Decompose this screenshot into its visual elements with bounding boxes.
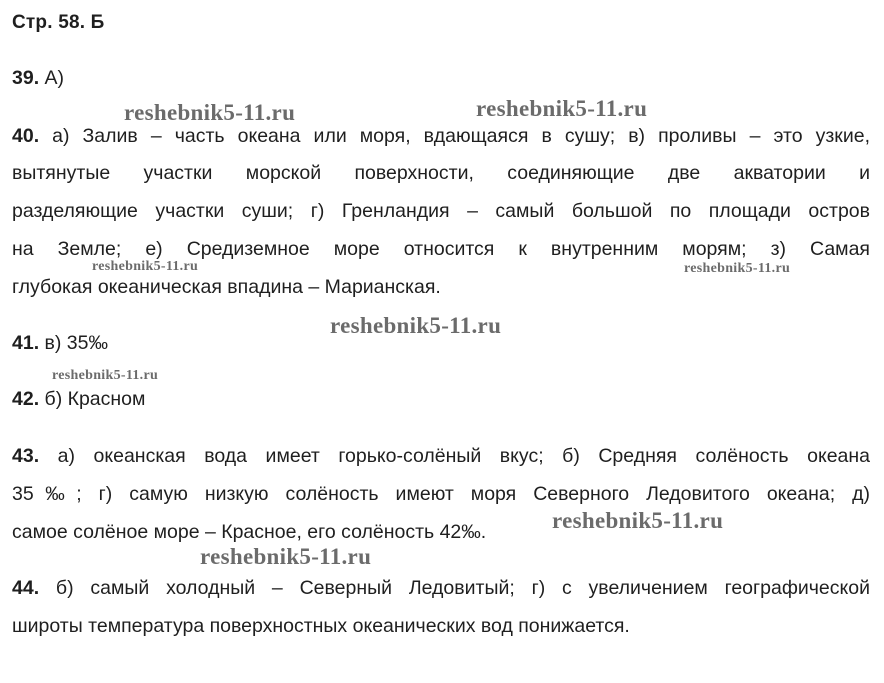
watermark: reshebnik5-11.ru bbox=[552, 508, 724, 533]
answer-43-line-2: 35‰; г) самую низкую солёность имеют моря Северного Ледовитого океана; д) bbox=[12, 483, 870, 505]
watermark: reshebnik5-11.ru bbox=[124, 100, 296, 125]
page-header: Стр. 58. Б bbox=[12, 12, 105, 33]
answer-43-line-1 bbox=[12, 444, 870, 468]
answer-text: а) океанская вода имеет горько-солёный вкус; б) Средняя солёность океана bbox=[39, 445, 870, 467]
watermark: reshebnik5-11.ru bbox=[476, 96, 648, 121]
answer-text: б) Красном bbox=[39, 388, 146, 410]
watermark: reshebnik5-11.ru bbox=[52, 368, 159, 383]
watermark: reshebnik5-11.ru bbox=[200, 544, 372, 569]
answer-42 bbox=[12, 387, 870, 411]
answer-40-line-5: глубокая океаническая впадина – Марианская. bbox=[12, 276, 441, 298]
watermark: reshebnik5-11.ru bbox=[330, 313, 502, 338]
answer-text: б) самый холодный – Северный Ледовитый; г) с увеличением географической bbox=[39, 577, 870, 599]
question-number: 41. bbox=[12, 332, 40, 354]
question-number: 42. bbox=[12, 388, 40, 410]
question-number: 39. bbox=[12, 67, 40, 89]
answer-40-line-4: на Земле; е) Средиземное море относится к внутренним морям; з) Самая bbox=[12, 238, 870, 260]
answer-text: А) bbox=[39, 67, 65, 89]
answer-44-line-1 bbox=[12, 576, 870, 600]
answer-40-line-2: вытянутые участки морской поверхности, соединяющие две акватории и bbox=[12, 162, 870, 184]
answer-40-line-3: разделяющие участки суши; г) Гренландия – самый большой по площади остров bbox=[12, 200, 870, 222]
watermark: reshebnik5-11.ru bbox=[92, 259, 199, 274]
answer-text: а) Залив – часть океана или моря, вдающаяся в сушу; в) проливы – это узкие, bbox=[39, 125, 870, 147]
answer-44-line-2: широты температура поверхностных океанических вод понижается. bbox=[12, 615, 630, 637]
answer-text: в) 35‰ bbox=[39, 332, 108, 354]
watermark: reshebnik5-11.ru bbox=[684, 261, 791, 276]
answer-40-line-1 bbox=[12, 124, 870, 148]
question-number: 43. bbox=[12, 445, 40, 467]
question-number: 44. bbox=[12, 577, 40, 599]
answer-39 bbox=[12, 66, 870, 90]
answer-43-line-3: самое солёное море – Красное, его солёность 42‰. bbox=[12, 521, 487, 543]
question-number: 40. bbox=[12, 125, 40, 147]
